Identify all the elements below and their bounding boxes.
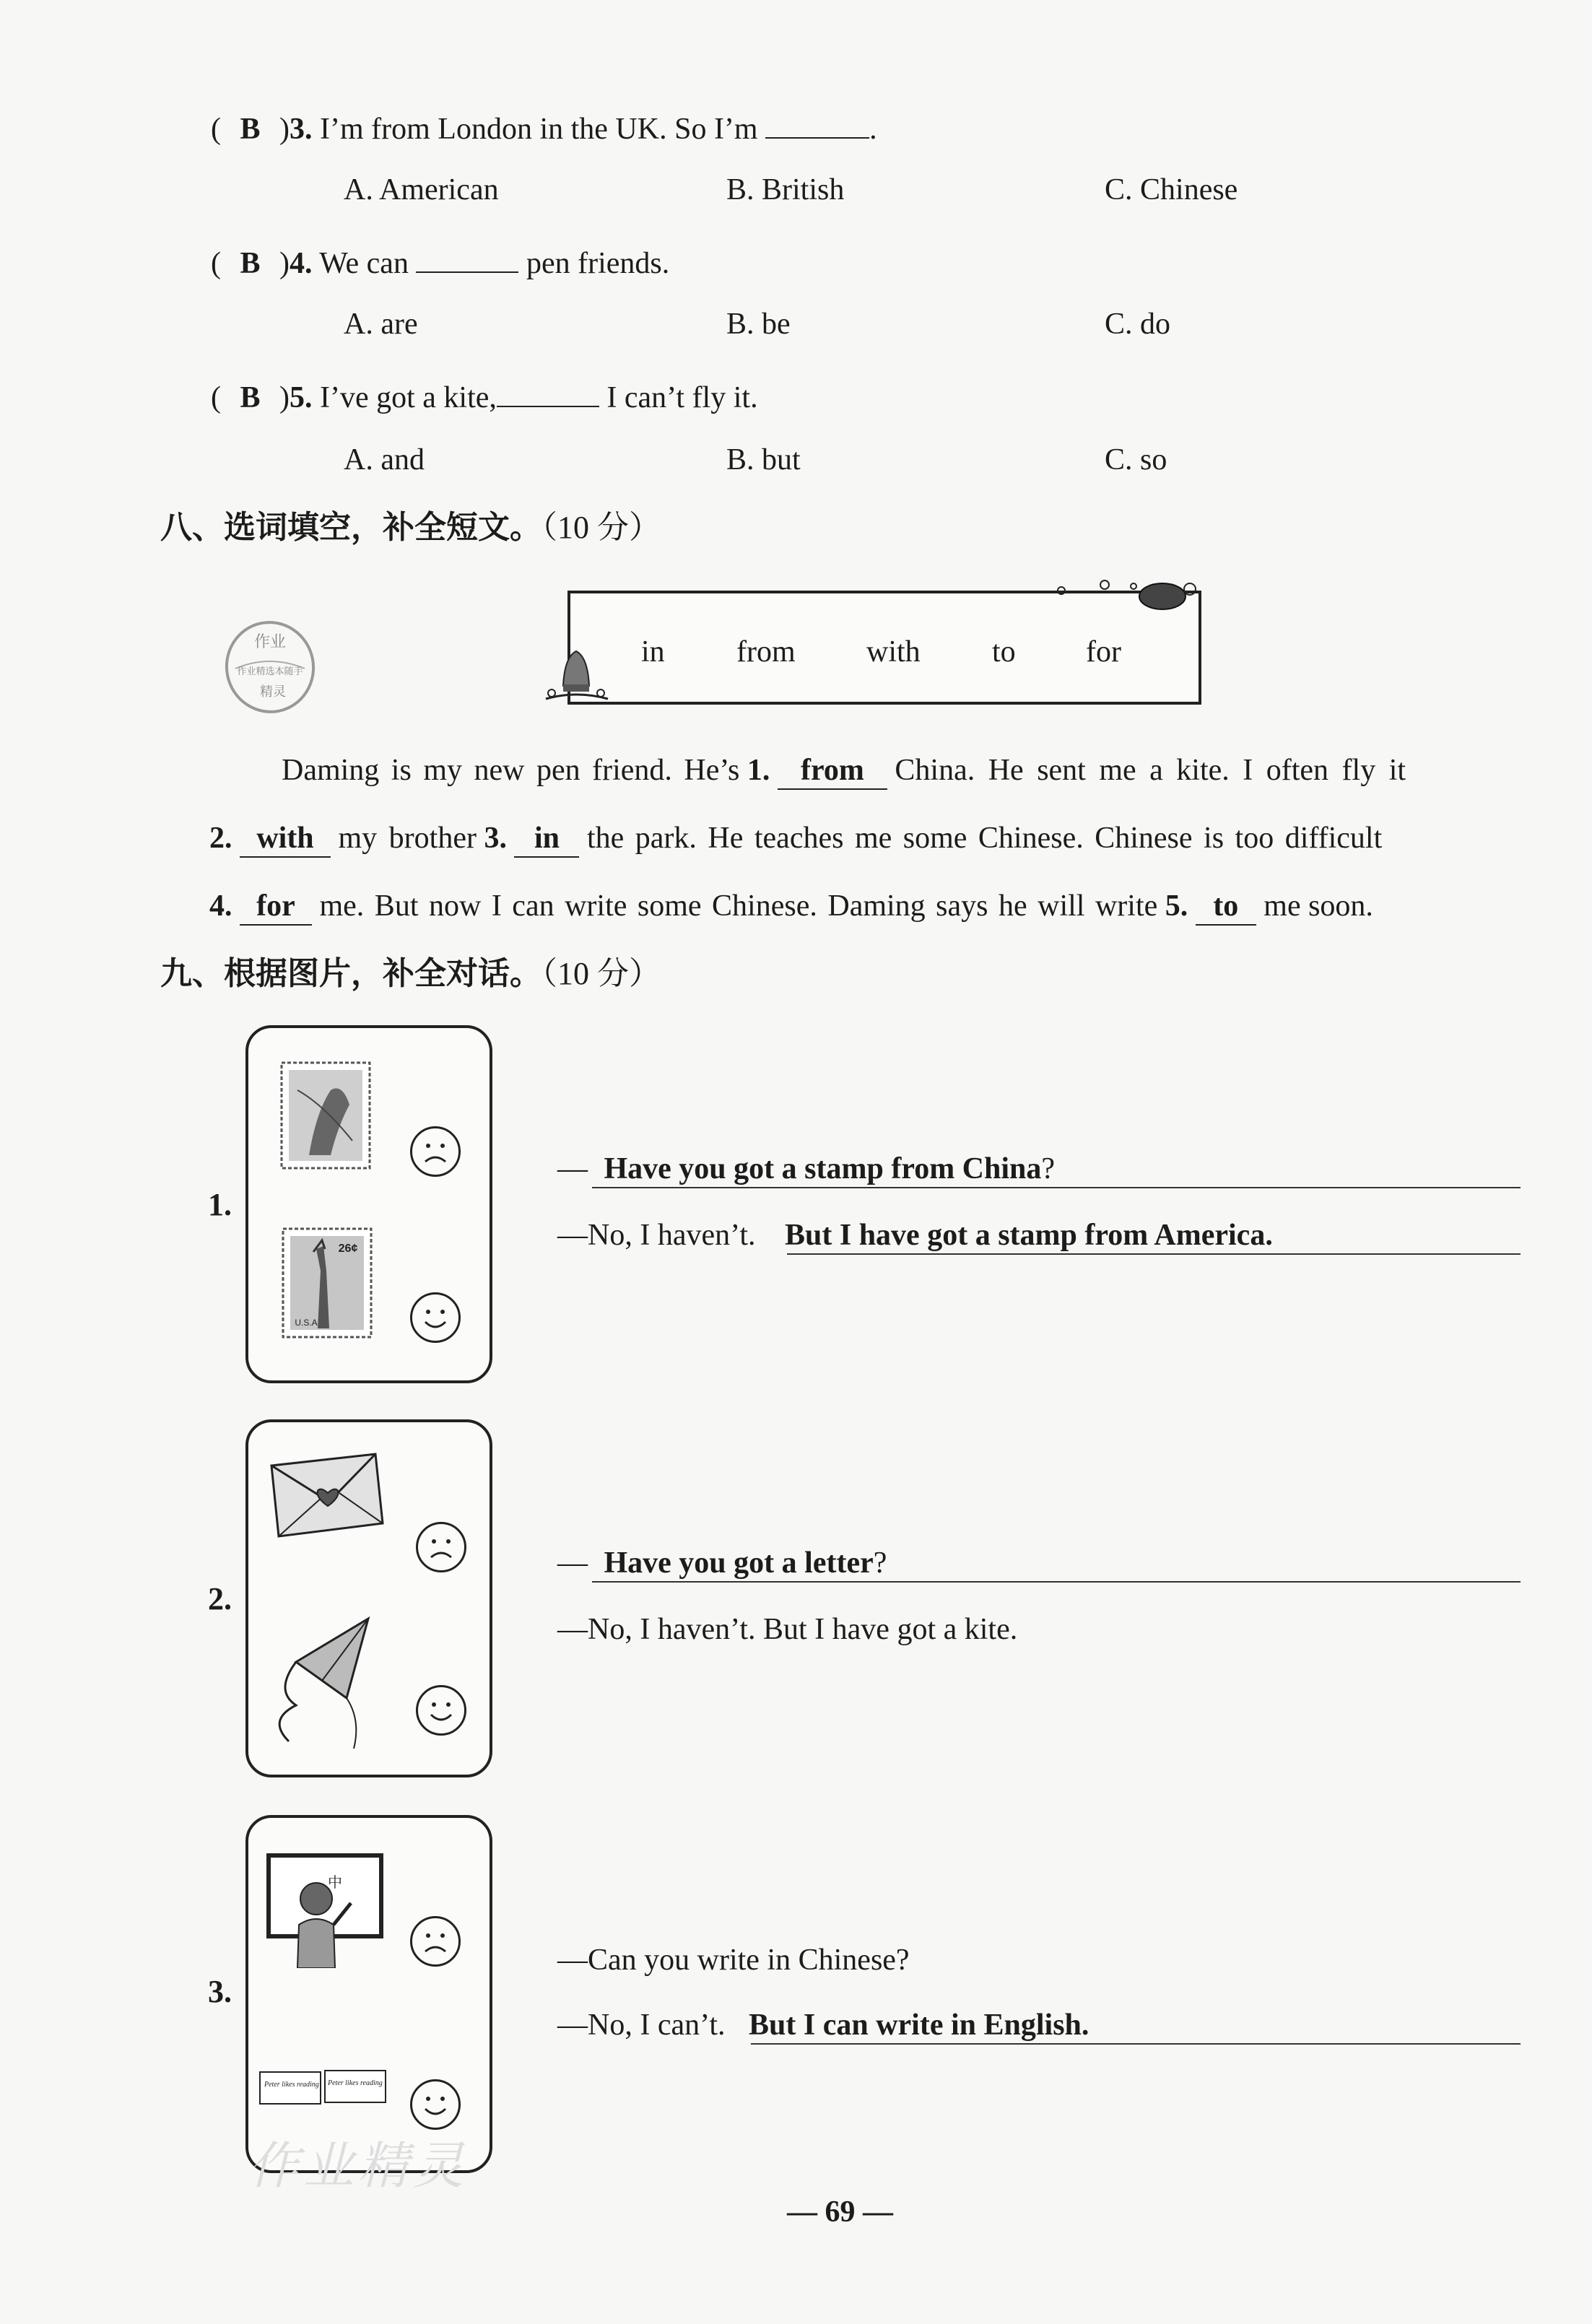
answer-letter: B [240,247,261,280]
answer-blank [765,105,869,139]
option-b: B. but [726,443,801,476]
stamp-icon [280,1061,371,1170]
bracket-open: ( [211,247,221,280]
blank-number: 3. [484,822,507,855]
passage-text: me. But now I can write some Chinese. Daming says he will write [319,889,1158,923]
stamp-icon [221,618,319,716]
stamp-text-1: 作业 [253,633,287,651]
blank-number: 4. [209,889,232,923]
filled-blank: from [778,752,887,790]
stamp-text-2: 作业精选本随手 [237,666,303,677]
balloon-decoration [1047,572,1209,615]
question-number: 4. [290,247,313,280]
section-9-title [160,954,661,993]
dash: — [557,1546,588,1580]
answer-blank [497,374,599,407]
section-points: （10 分） [541,510,661,545]
card-icon [257,2069,387,2108]
item-number-3: 3. [208,1974,232,2009]
kite-image [253,1611,383,1756]
passage-text: China. He sent me a kite. I often fly it [895,754,1406,787]
word-for: for [1086,635,1121,669]
question-5 [211,374,758,416]
happy-face-icon [410,1292,461,1343]
stamp-value: 26¢ [338,1242,358,1255]
passage-text: Daming is my new pen friend. He’s [282,754,740,787]
dialogue-text: —No, I can’t. [557,2009,726,2042]
filled-answer: Have you got a stamp from China [604,1152,1042,1185]
envelope-image [267,1451,387,1541]
passage-text: me soon. [1263,889,1373,923]
sad-face-icon [410,1916,461,1967]
envelope-icon [267,1451,387,1541]
filled-answer: Have you got a letter [604,1546,874,1580]
item-number-1: 1. [208,1187,232,1222]
rocket-decoration [541,643,611,702]
word-to: to [992,635,1016,669]
filled-answer: But I have got a stamp from America. [785,1219,1273,1252]
filled-blank: to [1196,888,1256,926]
watermark-text: 作业精灵 [248,2136,468,2195]
card-text-2: Peter likes reading [328,2079,383,2087]
dialogue-question-1 [557,1151,1055,1187]
bracket-close: ) [279,113,290,146]
dialogue-question-2 [557,1545,887,1581]
balloon-icon [1047,572,1209,615]
option-c: C. do [1105,308,1171,341]
answer-letter: B [240,381,261,414]
word-cards-image [257,2069,387,2108]
happy-face-icon [410,2079,461,2130]
blackboard-icon [266,1853,387,1968]
dialogue-question-3: —Can you write in Chinese? [557,1944,910,1977]
bracket-close: ) [279,381,290,414]
filled-answer: But I can write in English. [749,2009,1089,2042]
question-mark: ? [1041,1152,1056,1185]
section-points: （10 分） [541,956,661,991]
question-stem: I’m from London in the UK. So I’m [320,113,758,146]
filled-blank: for [240,888,312,926]
passage-line-2 [209,820,1382,858]
option-a: A. and [344,443,425,476]
option-b: B. be [726,308,791,341]
rocket-icon [541,643,611,702]
bracket-open: ( [211,381,221,414]
question-3 [211,105,877,147]
word-in: in [641,635,665,669]
filled-blank: in [514,820,579,858]
stamp-china-image [280,1061,371,1170]
option-a: A. are [344,308,418,341]
section-title-text: 八、选词填空，补全短文。 [160,509,541,546]
kite-icon [253,1611,383,1756]
word-from: from [736,635,796,669]
stamp-text-3: 精灵 [260,684,286,700]
passage-line-1 [282,752,1406,790]
bracket-close: ) [279,247,290,280]
question-stem-end: pen friends. [526,247,670,280]
dialogue-answer-1 [557,1217,1273,1253]
happy-face-icon [416,1685,466,1736]
bracket-open: ( [211,113,221,146]
blank-number: 1. [747,754,770,787]
blank-number: 5. [1165,889,1188,923]
passage-text: my brother [338,822,477,855]
option-c: C. Chinese [1105,173,1238,206]
question-number: 3. [290,113,313,146]
item-number-2: 2. [208,1581,232,1616]
blackboard-image [266,1853,387,1968]
question-stem-end: I can’t fly it. [606,381,758,414]
section-title-text: 九、根据图片，补全对话。 [160,955,541,992]
stamp-america-image [282,1227,373,1339]
option-b: B. British [726,173,845,206]
page-number: — 69 — [787,2195,893,2229]
dialogue-text: —No, I haven’t. [557,1219,756,1252]
answer-letter: B [240,113,261,146]
question-stem: We can [319,247,409,280]
blank-number: 2. [209,822,232,855]
sad-face-icon [410,1126,461,1177]
answer-blank [416,240,518,273]
board-character: 中 [328,1873,342,1891]
passage-text: the park. He teaches me some Chinese. Chinese is too difficult [586,822,1383,855]
word-with: with [866,635,921,669]
question-number: 5. [290,381,313,414]
option-a: A. American [344,173,499,206]
watermark-stamp [221,618,319,716]
question-stem: I’ve got a kite, [320,381,497,414]
question-stem-end: . [869,113,877,146]
section-8-title [160,508,661,547]
dialogue-answer-2: —No, I haven’t. But I have got a kite. [557,1613,1018,1646]
stamp-icon [282,1227,373,1339]
passage-line-3 [209,888,1373,926]
question-4 [211,240,669,282]
sad-face-icon [416,1522,466,1572]
option-c: C. so [1105,443,1167,476]
filled-blank: with [240,820,331,858]
dialogue-answer-3 [557,2007,1089,2043]
dash: — [557,1152,588,1185]
card-text-1: Peter likes reading [264,2081,319,2089]
question-mark: ? [873,1546,887,1580]
stamp-country: U.S.A [295,1318,318,1328]
